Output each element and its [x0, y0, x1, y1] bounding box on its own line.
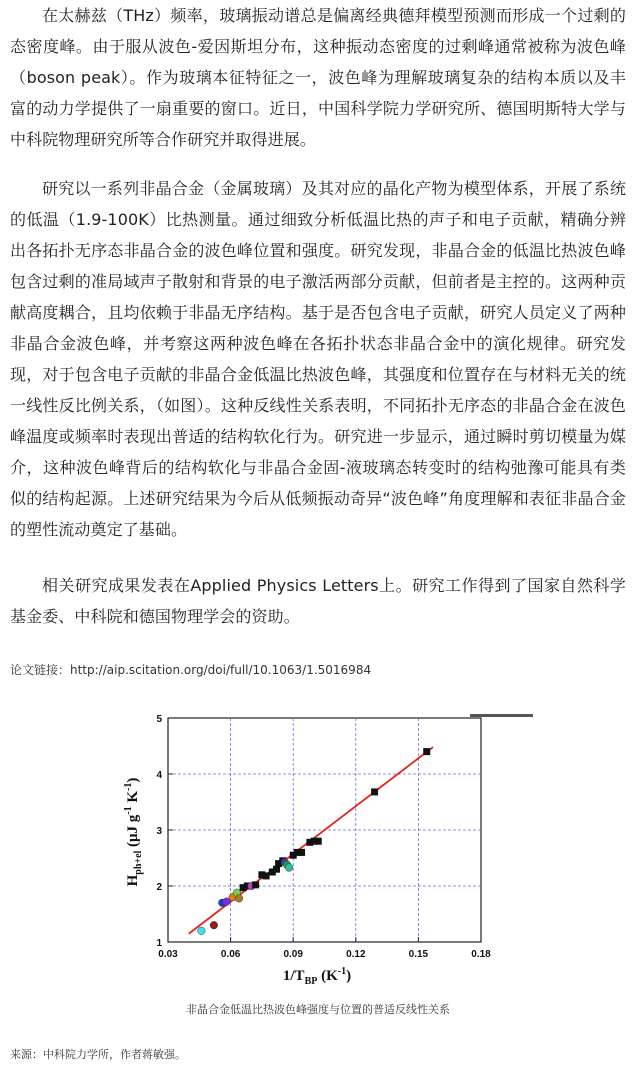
x-tick-label: 0.18: [471, 949, 491, 960]
x-tick-label: 0.12: [346, 949, 366, 960]
paragraph-intro: 在太赫兹（THz）频率，玻璃振动谱总是偏离经典德拜模型预测而形成一个过剩的态密度峰。由于服从波色-爱因斯坦分布，这种振动态密度的过剩峰通常被称为波色峰（boson peak）。作为玻璃本征特征之一，波色峰为理解玻璃复杂的结构本质以及丰富的动力学提供了一扇重要的窗口。近日，中国科学院力学研究所、德国明斯特大学与中科院物理研究所等合作研究并取得进展。: [10, 6, 626, 149]
data-point: [198, 927, 206, 935]
data-point: [210, 921, 218, 929]
source-credit: 来源：中科院力学所，作者蒋敏强。: [10, 1048, 186, 1061]
data-point: [423, 748, 430, 755]
y-tick-label: 1: [156, 938, 162, 949]
y-tick-labels: [156, 714, 162, 949]
y-tick-label: 5: [156, 714, 162, 725]
x-tick-label: 0.15: [408, 949, 429, 960]
data-point: [252, 881, 259, 888]
x-tick-label: 0.09: [283, 949, 303, 960]
data-point: [298, 849, 305, 856]
data-point: [285, 864, 293, 872]
data-point: [315, 838, 322, 845]
data-point: [371, 788, 378, 795]
paragraph-research: 研究以一系列非晶合金（金属玻璃）及其对应的晶化产物为模型体系，开展了系统的低温（1.9-100K）比热测量。通过细致分析低温比热的声子和电子贡献，精确分辨出各拓扑无序态非晶合金的波色峰位置和强度。研究发现，非晶合金的低温比热波色峰包含过剩的准局域声子散射和背景的电子激活两部分贡献，但前者是主控的。这两种贡献高度耦合，且均依赖于非晶无序结构。基于是否包含电子贡献，研究人员定义了两种非晶合金波色峰，并考察这两种波色峰在各拓扑状态非晶合金中的演化规律。研究发现，对于包含电子贡献的非晶合金低温比热波色峰，其强度和位置存在与材料无关的统一线性反比例关系，（如图）。这种反线性关系表明，不同拓扑无序态的非晶合金在波色峰温度或频率时表现出普适的结构软化行为。研究进一步显示，通过瞬时剪切模量为媒介，这种波色峰背后的结构软化与非晶合金固-液玻璃态转变时的结构弛豫可能具有类似的结构起源。上述研究结果为今后从低频振动奇异“波色峰”角度理解和表征非晶合金的塑性流动奠定了基础。: [10, 179, 626, 539]
y-tick-label: 3: [156, 826, 162, 837]
y-axis-label: $H_{ph+el}$ (μJ $g^{-1}$ $K^{-1}$): [123, 777, 144, 887]
x-tick-label: 0.03: [158, 949, 178, 960]
y-tick-label: 2: [156, 882, 162, 893]
paper-link[interactable]: 论文链接：http://aip.scitation.org/doi/full/10.1063/1.5016984: [10, 663, 372, 677]
x-tick-labels: [158, 949, 491, 960]
data-point: [235, 895, 243, 903]
x-tick-label: 0.06: [220, 949, 241, 960]
figure-caption: 非晶合金低温比热波色峰强度与位置的普适反线性关系: [186, 1003, 450, 1016]
data-point: [263, 872, 270, 879]
y-tick-label: 4: [156, 770, 162, 781]
paragraph-publication: 相关研究成果发表在Applied Physics Letters上。研究工作得到了国家自然科学基金委、中科院和德国物理学会的资助。: [10, 576, 626, 626]
x-axis-label: $1/T_{BP}$ $(K^{-1})$: [282, 966, 352, 987]
figure-chart: [105, 690, 537, 990]
